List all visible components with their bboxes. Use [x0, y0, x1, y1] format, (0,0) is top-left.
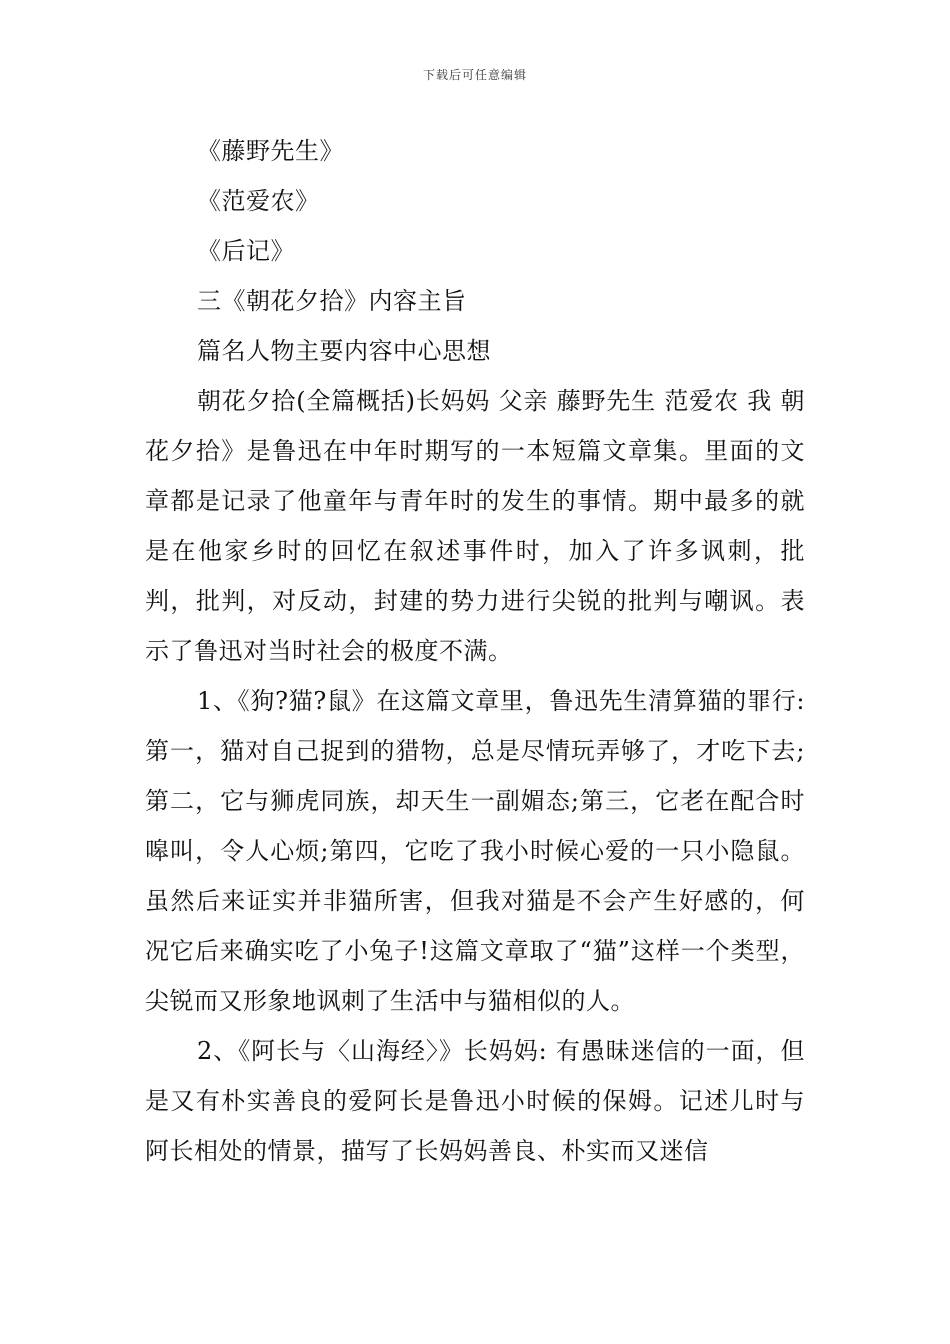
page-header: 下载后可任意编辑 — [422, 68, 527, 82]
section-heading: 三《朝花夕拾》内容主旨 — [197, 287, 467, 315]
paragraph-overview: 朝花夕拾(全篇概括)长妈妈 父亲 藤野先生 范爱农 我 朝花夕拾》是鲁迅在中年时期写的一本短篇文章集。里面的文章都是记录了他童年与青年时的发生的事情。期中最多的就是在他家乡时的回忆在叙述事件时，加入了许多讽刺，批判，批判，对反动，封建的势力进行尖锐的批判与嘲讽。表示了鲁迅对当时社会的极度不满。 — [145, 387, 805, 665]
table-heading-line: 篇名人物主要内容中心思想 — [197, 337, 491, 365]
toc-line-fujino: 《藤野先生》 — [197, 137, 344, 165]
paragraph-dog-cat-mouse: 1、《狗?猫?鼠》在这篇文章里，鲁迅先生清算猫的罪行:第一，猫对自己捉到的猎物，总是尽情玩弄够了，才吃下去;第二，它与狮虎同族，却天生一副媚态;第三，它老在配合时嗥叫，令人心烦;第四，它吃了我小时候心爱的一只小隐鼠。虽然后来证实并非猫所害，但我对猫是不会产生好感的，何况它后来确实吃了小兔子!这篇文章取了“猫”这样一个类型，尖锐而又形象地讽刺了生活中与猫相似的人。 — [145, 687, 805, 1015]
toc-line-postscript: 《后记》 — [197, 237, 295, 265]
document-body — [145, 126, 805, 1176]
paragraph-ah-chang: 2、《阿长与〈山海经〉》长妈妈: 有愚昧迷信的一面，但是又有朴实善良的爱阿长是鲁迅小时候的保姆。记述儿时与阿长相处的情景，描写了长妈妈善良、朴实而又迷信 — [145, 1037, 805, 1165]
toc-line-fan-ainong: 《范爱农》 — [197, 187, 320, 215]
